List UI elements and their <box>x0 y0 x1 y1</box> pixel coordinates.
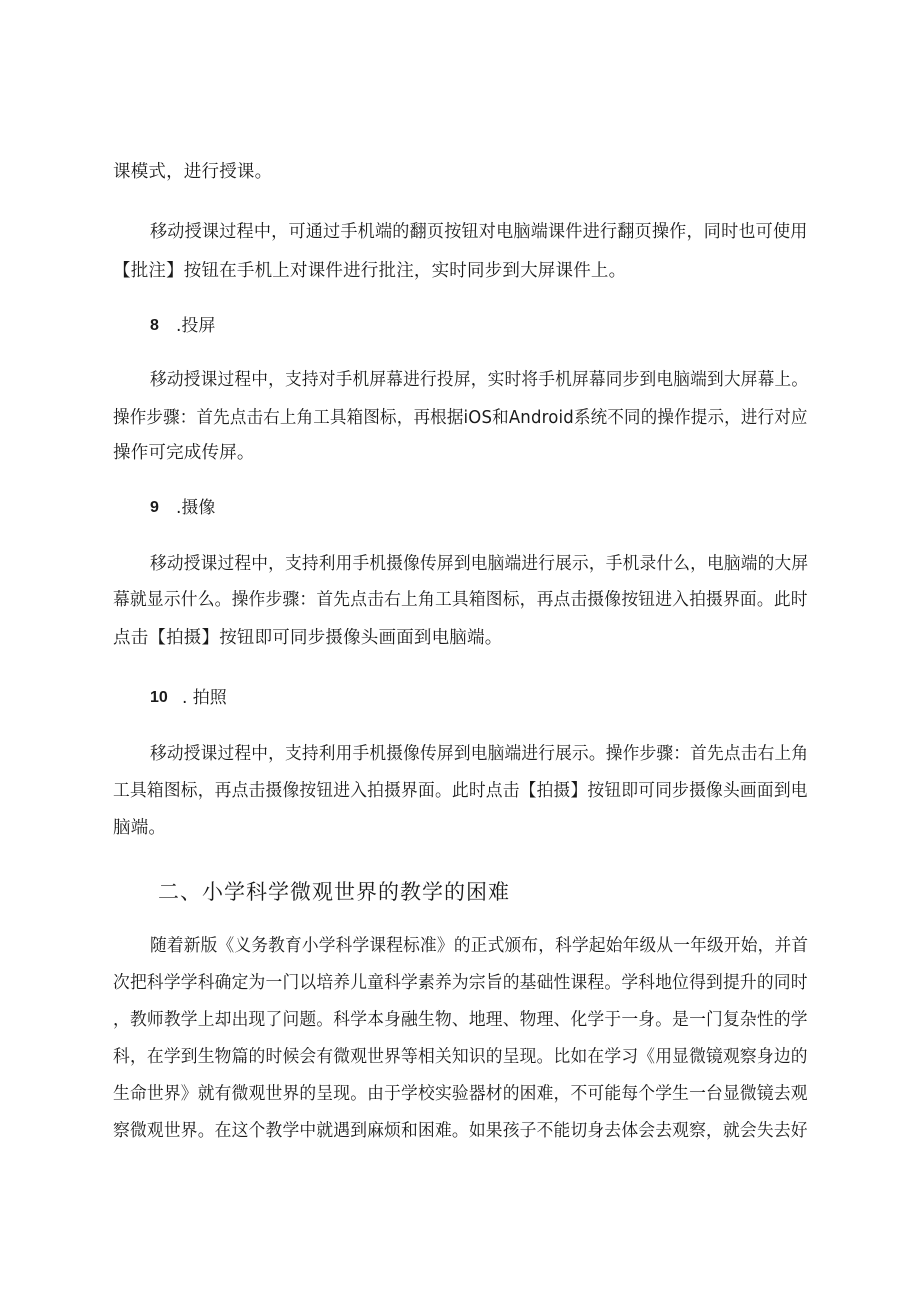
paragraph-line: 随着新版《义务教育小学科学课程标准》的正式颁布，科学起始年级从一年级开始，并首 <box>150 936 809 956</box>
paragraph-line: 移动授课过程中，可通过手机端的翻页按钮对电脑端课件进行翻页操作，同时也可使用 <box>150 222 808 242</box>
paragraph-line: 脑端。 <box>113 818 167 838</box>
paragraph-line: 移动授课过程中，支持对手机屏幕进行投屏，实时将手机屏幕同步到电脑端到大屏幕上。 <box>150 370 809 390</box>
paragraph-line: 移动授课过程中，支持利用手机摄像传屏到电脑端进行展示，手机录什么，电脑端的大屏 <box>150 554 809 574</box>
paragraph-line: ，教师教学上却出现了问题。科学本身融生物、地理、物理、化学于一身。是一门复杂性的学 <box>113 1010 808 1030</box>
paragraph-line: 操作步骤：首先点击右上角工具箱图标，再根据iOS和Android系统不同的操作提示，进行对应 <box>113 408 808 428</box>
heading-number: 9 <box>150 499 159 516</box>
heading-number: 8 <box>150 317 159 334</box>
heading-text: .投屏 <box>176 316 216 336</box>
section-title: 二、小学科学微观世界的教学的困难 <box>158 880 510 904</box>
paragraph-line: 次把科学学科确定为一门以培养儿童科学素养为宗旨的基础性课程。学科地位得到提升的同时 <box>113 973 808 993</box>
paragraph-line: 科，在学到生物篇的时候会有微观世界等相关知识的呈现。比如在学习《用显微镜观察身边的 <box>113 1047 808 1067</box>
paragraph-line: 工具箱图标，再点击摄像按钮进入拍摄界面。此时点击【拍摄】按钮即可同步摄像头画面到电 <box>113 781 808 801</box>
paragraph-line: 课模式，进行授课。 <box>113 162 273 182</box>
paragraph-line: 点击【拍摄】按钮即可同步摄像头画面到电脑端。 <box>113 628 503 648</box>
paragraph-line: 察微观世界。在这个教学中就遇到麻烦和困难。如果孩子不能切身去体会去观察，就会失去好 <box>113 1121 808 1141</box>
paragraph-line: 【批注】按钮在手机上对课件进行批注，实时同步到大屏课件上。 <box>113 261 627 281</box>
paragraph-line: 生命世界》就有微观世界的呈现。由于学校实验器材的困难，不可能每个学生一台显微镜去观 <box>113 1084 808 1104</box>
heading-text: . 拍照 <box>182 688 227 708</box>
heading-number: 10 <box>150 689 168 706</box>
paragraph-line: 幕就显示什么。操作步骤：首先点击右上角工具箱图标，再点击摄像按钮进入拍摄界面。此时 <box>113 590 808 610</box>
paragraph-line: 操作可完成传屏。 <box>113 443 255 463</box>
heading-text: .摄像 <box>176 498 216 518</box>
paragraph-line: 移动授课过程中，支持利用手机摄像传屏到电脑端进行展示。操作步骤：首先点击右上角 <box>150 744 809 764</box>
